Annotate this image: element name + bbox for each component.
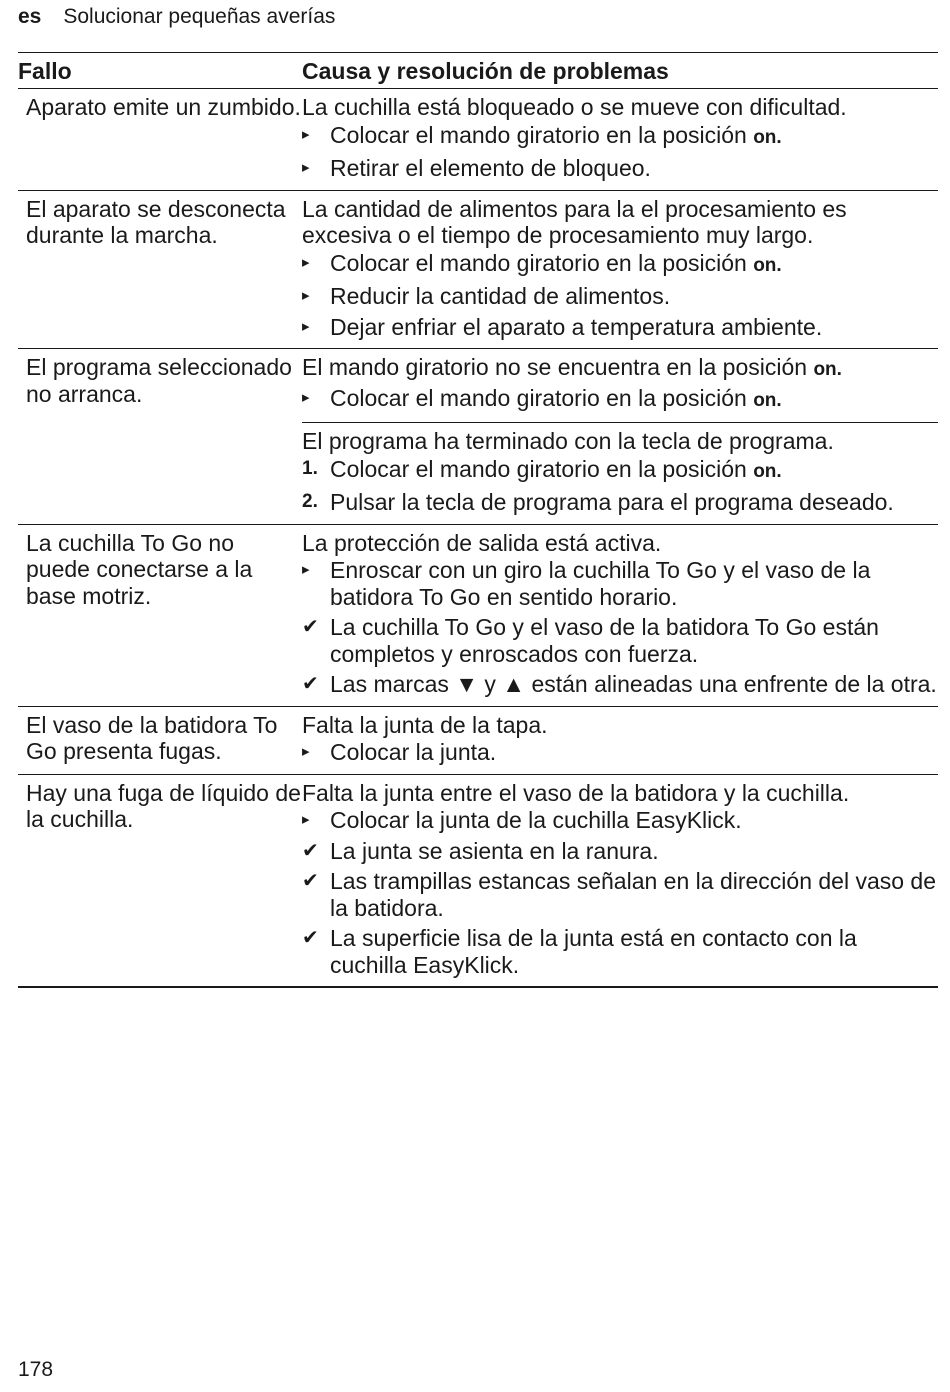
step-text-content: La superficie lisa de la junta está en contacto con la cuchilla EasyKlick. [330, 925, 857, 978]
step-text [330, 614, 938, 667]
column-header-fault: Fallo [18, 58, 72, 84]
cause-text-content: El programa ha terminado con la tecla de programa. [302, 428, 834, 454]
action-step [302, 122, 938, 152]
fault-cell: El vaso de la batidora To Go presenta fugas. [26, 711, 278, 764]
triangle-bullet-icon: ▸ [302, 125, 310, 143]
check-icon: ✔ [302, 870, 319, 892]
on-position-label: on. [813, 359, 842, 380]
on-position-label: on. [753, 254, 782, 276]
step-text [330, 807, 938, 834]
section-title: Solucionar pequeñas averías [63, 5, 336, 28]
fault-cell: Aparato emite un zumbido. [26, 94, 301, 120]
step-text [330, 557, 938, 610]
table-row [18, 525, 938, 707]
table-row [18, 89, 938, 191]
cause-text-content: La cuchilla está bloqueado o se mueve con dificultad. [302, 94, 847, 120]
troubleshooting-table [18, 52, 938, 988]
numbered-step [302, 456, 938, 486]
cause-text [302, 780, 938, 807]
step-number: 1. [302, 457, 318, 479]
cause-text [302, 530, 938, 557]
step-text-content: Las marcas ▼ y ▲ están alineadas una enfrente de la otra. [330, 671, 937, 697]
result-item [302, 614, 938, 667]
on-position-label: on. [753, 389, 782, 411]
step-text-content: Colocar la junta de la cuchilla EasyKlick. [330, 807, 742, 833]
check-icon: ✔ [302, 927, 319, 949]
step-text [330, 250, 938, 280]
step-text-content: Colocar el mando giratorio en la posición [330, 121, 754, 148]
step-text [330, 671, 938, 698]
triangle-bullet-icon: ▸ [302, 317, 310, 335]
cause-block [302, 707, 938, 774]
step-text-content: Enroscar con un giro la cuchilla To Go y el vaso de la batidora To Go en sentido horario. [330, 557, 871, 610]
step-text-content: Colocar el mando giratorio en la posición [330, 249, 754, 276]
cause-text-content: La cantidad de alimentos para la el procesamiento es excesiva o el tiempo de procesamiento muy largo. [302, 195, 847, 248]
step-text-content: Retirar el elemento de bloqueo. [330, 155, 651, 181]
cause-text-content: Falta la junta de la tapa. [302, 711, 548, 738]
step-text-content: La cuchilla To Go y el vaso de la batidora To Go están completos y enroscados con fuerza. [330, 614, 879, 667]
check-icon: ✔ [302, 616, 319, 638]
cause-text [302, 354, 938, 384]
on-position-label: on. [753, 460, 782, 482]
result-item [302, 671, 938, 698]
step-text [330, 868, 938, 921]
cause-cell [302, 191, 938, 349]
triangle-bullet-icon: ▸ [302, 811, 310, 828]
table-row [18, 349, 938, 525]
step-text [330, 122, 938, 152]
triangle-bullet-icon: ▸ [302, 388, 310, 406]
step-text [330, 838, 938, 865]
fault-cell: El aparato se desconecta durante la marcha. [26, 195, 286, 248]
cause-text [302, 94, 938, 121]
step-text [330, 456, 938, 486]
cause-text [302, 712, 938, 739]
table-header-row [18, 52, 938, 89]
triangle-bullet-icon: ▸ [302, 561, 310, 578]
step-text-content: Pulsar la tecla de programa para el programa deseado. [330, 489, 894, 515]
fault-cell: Hay una fuga de líquido de la cuchilla. [26, 779, 301, 832]
step-number: 2. [302, 491, 318, 512]
action-step [302, 807, 938, 834]
step-text [330, 283, 938, 310]
cause-cell [302, 525, 938, 706]
action-step [302, 314, 938, 341]
step-text [330, 489, 938, 516]
action-step [302, 283, 938, 310]
cause-block [302, 422, 938, 524]
cause-text-content: Falta la junta entre el vaso de la batidora y la cuchilla. [302, 779, 850, 806]
step-text-content: Las trampillas estancas señalan en la dirección del vaso de la batidora. [330, 868, 937, 921]
column-header-cause: Causa y resolución de problemas [302, 58, 669, 84]
triangle-bullet-icon: ▸ [302, 159, 310, 176]
check-icon: ✔ [302, 839, 319, 862]
step-text-content: Colocar el mando giratorio en la posición [330, 455, 754, 482]
table-body [18, 89, 938, 988]
step-text-content: Reducir la cantidad de alimentos. [330, 283, 671, 309]
action-step [302, 739, 938, 766]
result-item [302, 838, 938, 865]
step-text-content: La junta se asienta en la ranura. [330, 837, 659, 864]
step-text [330, 314, 938, 341]
page-header [18, 4, 335, 30]
cause-text-content: El mando giratorio no se encuentra en la posición [302, 354, 814, 380]
fault-cell: El programa seleccionado no arranca. [26, 354, 292, 407]
cause-cell [302, 775, 938, 987]
cause-block [302, 89, 938, 190]
step-text [330, 385, 938, 415]
cause-text [302, 196, 938, 249]
triangle-bullet-icon: ▸ [302, 287, 310, 304]
action-step [302, 250, 938, 280]
page-number: 178 [18, 1358, 54, 1381]
table-row [18, 775, 938, 989]
cause-block [302, 349, 938, 422]
table-row [18, 191, 938, 350]
step-text-content: Colocar el mando giratorio en la posición [330, 384, 754, 411]
step-text-content: Colocar la junta. [330, 739, 497, 765]
cause-cell [302, 89, 938, 190]
language-code: es [18, 5, 42, 28]
cause-cell [302, 707, 938, 774]
triangle-bullet-icon: ▸ [302, 253, 310, 271]
result-item [302, 868, 938, 921]
table-row [18, 707, 938, 775]
triangle-bullet-icon: ▸ [302, 743, 310, 760]
cause-block [302, 525, 938, 706]
fault-cell: La cuchilla To Go no puede conectarse a la base motriz. [26, 529, 253, 609]
step-text-content: Dejar enfriar el aparato a temperatura ambiente. [330, 313, 823, 340]
cause-block [302, 775, 938, 987]
action-step [302, 385, 938, 415]
step-text [330, 155, 938, 182]
cause-text-content: La protección de salida está activa. [302, 529, 662, 556]
numbered-step [302, 489, 938, 516]
action-step [302, 155, 938, 182]
step-text [330, 925, 938, 978]
result-item [302, 925, 938, 978]
on-position-label: on. [753, 126, 782, 148]
step-text [330, 739, 938, 766]
action-step [302, 557, 938, 610]
cause-block [302, 191, 938, 349]
check-icon: ✔ [302, 673, 319, 695]
cause-text [302, 428, 938, 455]
cause-cell [302, 349, 938, 524]
